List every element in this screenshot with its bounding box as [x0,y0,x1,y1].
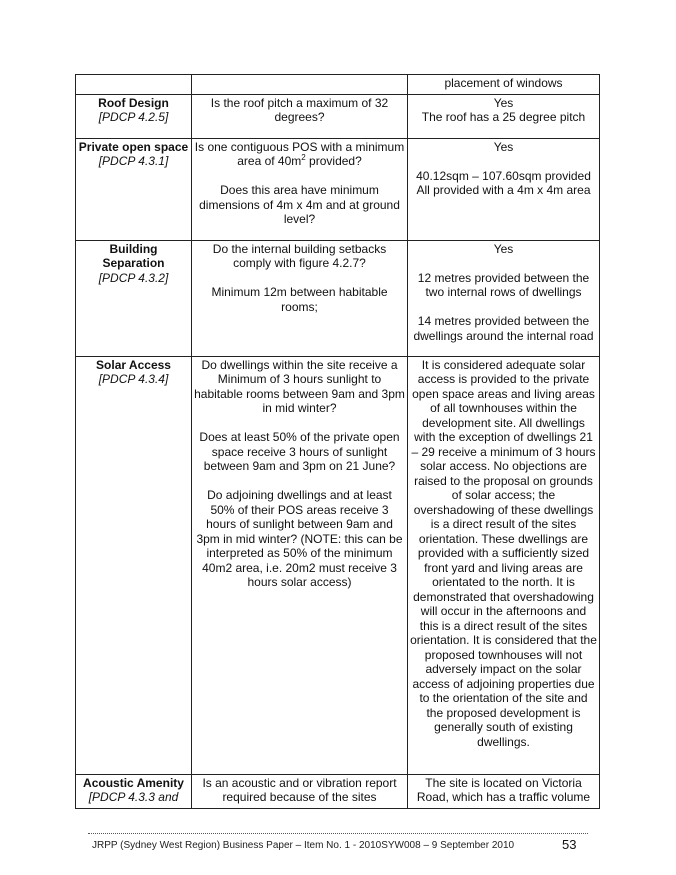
question-text: Do dwellings within the site receive a Minimum of 3 hours sunlight to habitable rooms between 9am and 3pm in mid winter? [194,357,405,415]
response-cell [408,138,600,240]
question-cell [192,774,408,808]
question-text: Do the internal building setbacks comply with figure 4.2.7? [212,241,387,270]
assessment-table [75,74,600,809]
criterion-cell [76,94,192,138]
response-cell [408,94,600,138]
question-text: Minimum 12m between habitable rooms; [211,285,388,314]
criterion-reference: [PDCP 4.3.3 and [88,790,179,804]
response-cell [408,356,600,774]
question-text: Is an acoustic and or vibration report required because of the sites [202,775,397,804]
question-text: Does this area have minimum dimensions of 4m x 4m and at ground level? [199,183,400,226]
question-text [194,140,405,169]
criterion-cell [76,240,192,356]
table-row [76,774,600,808]
question-text: Do adjoining dwellings and at least 50% of their POS areas receive 3 hours of sunlight between 9am and 3pm in mid winter? (NOTE: this can be interpreted as 50% of the minimum 40m2 area, i.e. 20m2 must receive 3 hours solar access) [196,488,403,589]
response-text: Yes [493,95,514,110]
response-text: The roof has a 25 degree pitch [421,110,586,124]
criterion-reference: [PDCP 4.3.1] [98,154,169,168]
criterion-title: Private open space [78,139,189,154]
question-cell [192,356,408,774]
question-text: Does at least 50% of the private open space receive 3 hours of sunlight between 9am and 3pm on 21 June? [199,430,400,473]
response-text: All provided with a 4m x 4m area [416,183,591,197]
criterion-reference: [PDCP 4.3.4] [98,372,169,386]
criterion-title: Roof Design [98,95,169,110]
table-row [76,75,600,95]
question-text: Is the roof pitch a maximum of 32 degrees? [210,95,389,124]
criterion-cell [76,356,192,774]
response-text: 12 metres provided between the two internal rows of dwellings [417,270,590,299]
response-text: Yes [493,139,514,154]
response-cell [408,774,600,808]
response-cell [408,75,600,95]
footer-text: JRPP (Sydney West Region) Business Paper – Item No. 1 - 2010SYW008 – 9 September 2010 [92,840,515,851]
page-number: 53 [562,837,577,852]
response-cell [408,240,600,356]
question-cell [192,240,408,356]
criterion-title: Acoustic Amenity [83,775,184,790]
question-text-part: provided? [305,154,362,168]
question-cell [192,94,408,138]
table-row [76,356,600,774]
criterion-title: Solar Access [96,357,171,372]
response-text: 40.12sqm – 107.60sqm provided [416,168,591,183]
question-cell [192,138,408,240]
superscript: 2 [301,153,306,162]
criterion-title: Building Separation [102,241,165,270]
response-text: 14 metres provided between the dwellings around the internal road [413,314,594,343]
table-row [76,138,600,240]
criterion-reference: [PDCP 4.3.2] [98,270,169,285]
footer-divider [88,833,588,834]
table-row [76,94,600,138]
criterion-cell [76,774,192,808]
response-text: It is considered adequate solar access is provided to the private open space areas and living areas of all townhouses within the development site. All dwellings with the exception of dwellings 21 – 29 receive a minimum of 3 hours solar access. No objections are raised to the proposal on grounds of solar access; the overshadowing of these dwellings is a direct result of the sites orientation. These dwellings are provided with a sufficiently sized front yard and living areas are orientated to the north. It is demonstrated that overshadowing will occur in the afternoons and this is a direct result of the sites orientation. It is considered that the proposed townhouses will not adversely impact on the solar access of adjoining properties due to the orientation of the site and the proposed development is generally south of existing dwellings. [410,357,597,749]
table-row [76,240,600,356]
criterion-cell [76,138,192,240]
response-text: The site is located on Victoria Road, which has a traffic volume [416,775,591,804]
response-text: Yes [493,241,514,256]
criterion-cell [76,75,192,95]
question-cell [192,75,408,95]
response-text: placement of windows [444,76,563,90]
question-text-part: Is one contiguous POS with a minimum area of 40m [194,139,405,168]
criterion-reference: [PDCP 4.2.5] [98,110,169,124]
